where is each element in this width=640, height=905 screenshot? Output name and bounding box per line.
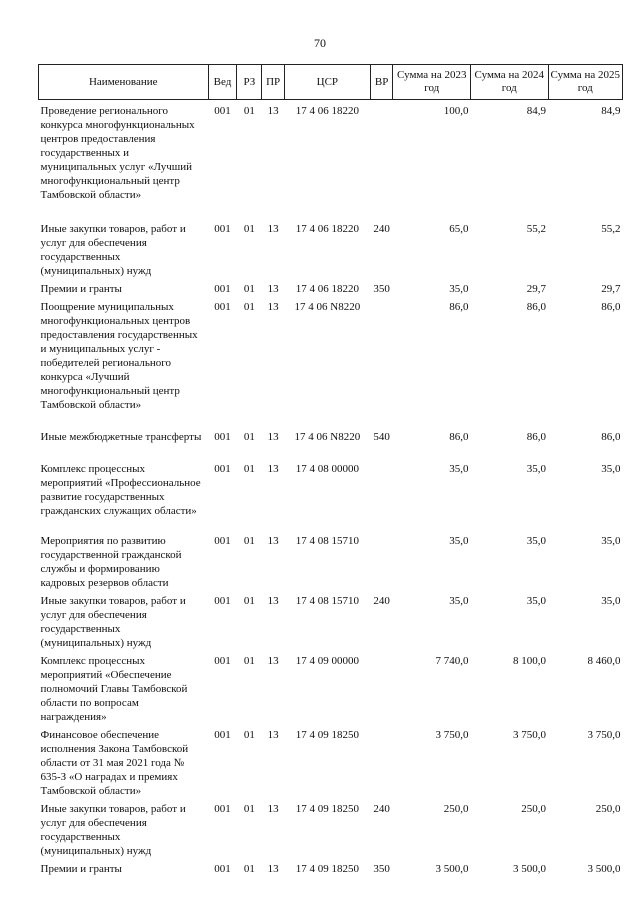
row-sum-2025: 3 750,0 <box>587 729 621 741</box>
row-vr <box>370 100 393 219</box>
row-rz: 01 <box>243 655 255 667</box>
row-csr: 17 4 06 18220 <box>295 105 359 117</box>
row-sum-2023: 100,0 <box>443 105 469 117</box>
row-pr: 13 <box>267 431 279 443</box>
row-vr: 350 <box>373 863 390 875</box>
table-row <box>39 590 623 650</box>
row-sum-2025: 3 500,0 <box>587 863 621 875</box>
row-rz: 01 <box>243 283 255 295</box>
row-sum-2023: 7 740,0 <box>435 655 469 667</box>
table-row <box>39 724 623 798</box>
row-rz: 01 <box>243 431 255 443</box>
row-ved: 001 <box>214 595 231 607</box>
row-vr: 240 <box>373 803 390 815</box>
row-sum-2025: 35,0 <box>601 595 621 607</box>
row-sum-2024: 3 500,0 <box>513 863 547 875</box>
row-sum-2024: 55,2 <box>526 223 547 235</box>
row-name: Комплекс процессных мероприятий «Профессиональное развитие государственных гражданских служащих области» <box>40 463 201 517</box>
row-sum-2024: 86,0 <box>526 431 547 443</box>
header-name: Наименование <box>39 65 209 100</box>
row-rz: 01 <box>243 729 255 741</box>
row-vr: 540 <box>373 431 390 443</box>
row-csr: 17 4 06 18220 <box>295 283 359 295</box>
row-name: Финансовое обеспечение исполнения Закона Тамбовской области от 31 мая 2021 года № 635-З «О наградах и премиях Тамбовской области» <box>40 729 189 797</box>
row-sum-2025: 29,7 <box>601 283 621 295</box>
row-sum-2023: 3 750,0 <box>435 729 469 741</box>
row-csr: 17 4 09 18250 <box>295 803 359 815</box>
row-pr: 13 <box>267 301 279 313</box>
row-pr: 13 <box>267 595 279 607</box>
row-name: Иные закупки товаров, работ и услуг для обеспечения государственных (муниципальных) нужд <box>40 595 186 649</box>
table-row <box>39 218 623 278</box>
table-row <box>39 798 623 858</box>
row-ved: 001 <box>214 729 231 741</box>
header-csr: ЦСР <box>284 65 370 100</box>
row-csr: 17 4 09 18250 <box>295 729 359 741</box>
table-header-row <box>39 65 623 100</box>
header-rz: РЗ <box>237 65 262 100</box>
row-sum-2025: 35,0 <box>601 463 621 475</box>
row-name: Премии и гранты <box>40 283 122 295</box>
row-ved: 001 <box>214 863 231 875</box>
row-sum-2023: 35,0 <box>449 535 469 547</box>
row-sum-2023: 3 500,0 <box>435 863 469 875</box>
table-row <box>39 426 623 458</box>
row-sum-2024: 35,0 <box>526 535 547 547</box>
row-csr: 17 4 06 N8220 <box>294 301 361 313</box>
row-pr: 13 <box>267 729 279 741</box>
row-pr: 13 <box>267 223 279 235</box>
row-sum-2024: 29,7 <box>526 283 547 295</box>
row-sum-2025: 35,0 <box>601 535 621 547</box>
row-pr: 13 <box>267 863 279 875</box>
row-name: Мероприятия по развитию государственной гражданской службы и формированию кадровых резервов области <box>40 535 182 589</box>
row-name: Поощрение муниципальных многофункциональных центров предоставления государственных и муниципальных услуг - победителей регионального конкурса «Лучший многофункциональный центр Тамбовской области» <box>40 301 198 411</box>
table-row <box>39 530 623 590</box>
row-rz: 01 <box>243 863 255 875</box>
row-name: Проведение регионального конкурса многофункциональных центров предоставления государственных и муниципальных услуг «Лучший многофункциональный центр Тамбовской области» <box>40 105 195 201</box>
row-vr: 350 <box>373 283 390 295</box>
header-pr: ПР <box>262 65 285 100</box>
row-vr <box>370 530 393 590</box>
row-name: Иные межбюджетные трансферты <box>40 431 202 443</box>
row-pr: 13 <box>267 463 279 475</box>
row-sum-2024: 250,0 <box>521 803 547 815</box>
row-vr <box>370 296 393 426</box>
row-csr: 17 4 08 15710 <box>295 535 359 547</box>
row-vr <box>370 724 393 798</box>
row-csr: 17 4 09 00000 <box>295 655 359 667</box>
row-csr: 17 4 06 18220 <box>295 223 359 235</box>
row-sum-2024: 8 100,0 <box>513 655 547 667</box>
row-sum-2023: 86,0 <box>449 431 469 443</box>
header-vr: ВР <box>370 65 393 100</box>
row-name: Комплекс процессных мероприятий «Обеспечение полномочий Главы Тамбовской области по вопросам награждения» <box>40 655 188 723</box>
table-row <box>39 650 623 724</box>
row-sum-2024: 3 750,0 <box>513 729 547 741</box>
table-row <box>39 858 623 878</box>
row-sum-2023: 65,0 <box>449 223 469 235</box>
row-vr <box>370 458 393 530</box>
row-sum-2023: 35,0 <box>449 595 469 607</box>
row-rz: 01 <box>243 595 255 607</box>
table-row <box>39 296 623 426</box>
row-sum-2024: 35,0 <box>526 595 547 607</box>
table-row <box>39 458 623 530</box>
row-ved: 001 <box>214 655 231 667</box>
row-ved: 001 <box>214 301 231 313</box>
row-rz: 01 <box>243 535 255 547</box>
row-rz: 01 <box>243 803 255 815</box>
row-ved: 001 <box>214 283 231 295</box>
row-rz: 01 <box>243 223 255 235</box>
row-name: Иные закупки товаров, работ и услуг для обеспечения государственных (муниципальных) нужд <box>40 803 186 857</box>
header-ved: Вед <box>208 65 237 100</box>
row-sum-2024: 35,0 <box>526 463 547 475</box>
row-rz: 01 <box>243 105 255 117</box>
table-row <box>39 100 623 219</box>
row-pr: 13 <box>267 655 279 667</box>
row-vr <box>370 650 393 724</box>
row-ved: 001 <box>214 463 231 475</box>
row-ved: 001 <box>214 105 231 117</box>
row-pr: 13 <box>267 803 279 815</box>
row-csr: 17 4 08 00000 <box>295 463 359 475</box>
row-vr: 240 <box>373 595 390 607</box>
row-pr: 13 <box>267 535 279 547</box>
page-number: 70 <box>314 36 326 50</box>
row-ved: 001 <box>214 223 231 235</box>
row-sum-2025: 55,2 <box>601 223 621 235</box>
row-sum-2023: 35,0 <box>449 283 469 295</box>
row-name: Премии и гранты <box>40 863 122 875</box>
row-ved: 001 <box>214 535 231 547</box>
row-sum-2025: 8 460,0 <box>587 655 621 667</box>
row-sum-2024: 84,9 <box>526 105 547 117</box>
budget-table <box>38 64 623 878</box>
row-csr: 17 4 09 18250 <box>295 863 359 875</box>
row-sum-2023: 250,0 <box>443 803 469 815</box>
row-sum-2025: 86,0 <box>601 431 621 443</box>
row-sum-2025: 84,9 <box>601 105 621 117</box>
header-sum-2024: Сумма на 2024 год <box>471 65 549 100</box>
row-pr: 13 <box>267 283 279 295</box>
header-sum-2025: Сумма на 2025 год <box>548 65 622 100</box>
row-rz: 01 <box>243 301 255 313</box>
row-sum-2025: 250,0 <box>595 803 621 815</box>
header-sum-2023: Сумма на 2023 год <box>393 65 471 100</box>
row-csr: 17 4 06 N8220 <box>294 431 361 443</box>
row-sum-2023: 35,0 <box>449 463 469 475</box>
row-sum-2025: 86,0 <box>601 301 621 313</box>
row-ved: 001 <box>214 803 231 815</box>
row-rz: 01 <box>243 463 255 475</box>
row-vr: 240 <box>373 223 390 235</box>
row-pr: 13 <box>267 105 279 117</box>
row-sum-2024: 86,0 <box>526 301 547 313</box>
row-csr: 17 4 08 15710 <box>295 595 359 607</box>
row-name: Иные закупки товаров, работ и услуг для обеспечения государственных (муниципальных) нужд <box>40 223 186 277</box>
row-sum-2023: 86,0 <box>449 301 469 313</box>
row-ved: 001 <box>214 431 231 443</box>
table-row <box>39 278 623 296</box>
